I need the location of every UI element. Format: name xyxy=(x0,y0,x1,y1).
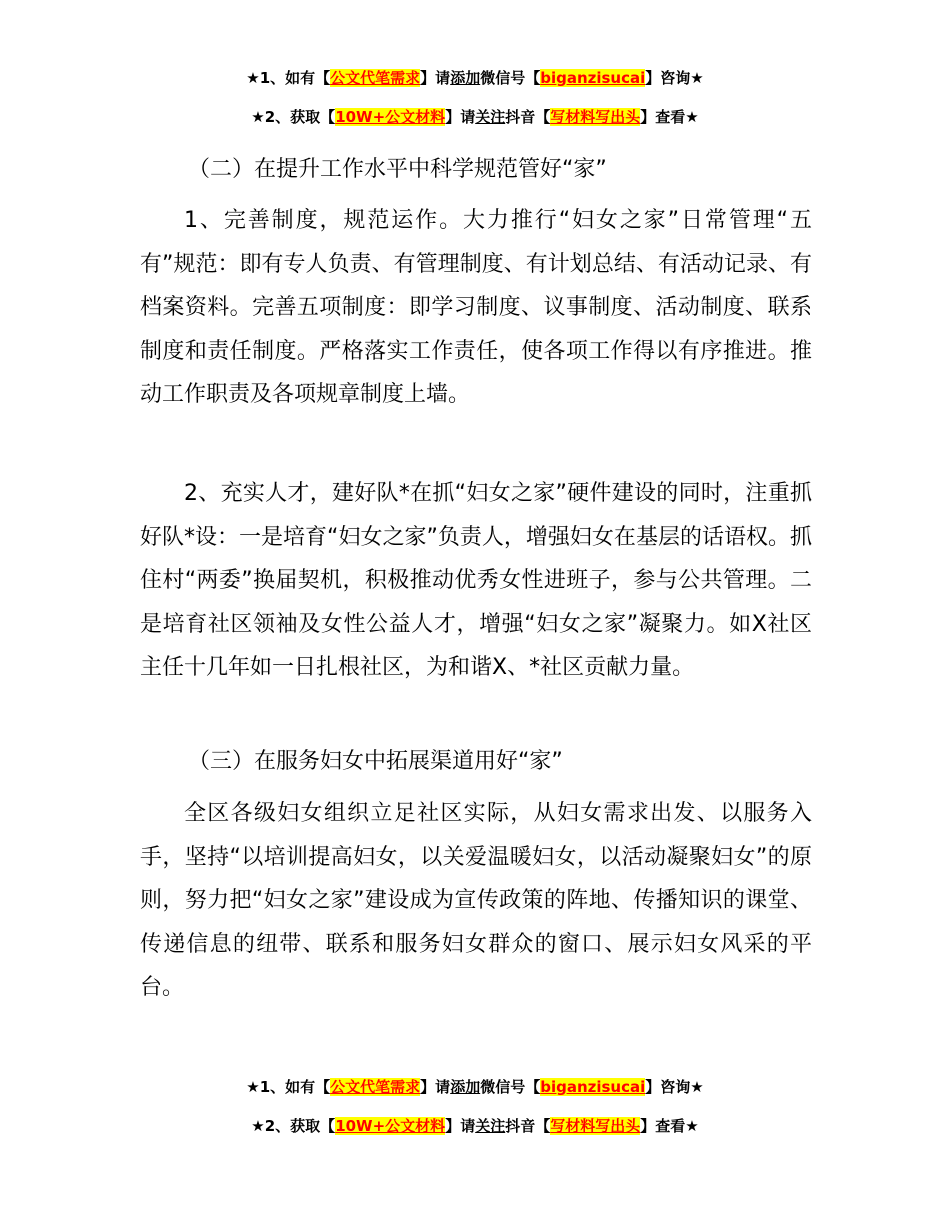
banner-highlight: 10W+公文材料 xyxy=(335,108,446,126)
banner-highlight: 10W+公文材料 xyxy=(335,1117,446,1135)
banner-highlight: 写材料写出头 xyxy=(550,108,641,126)
banner-text: ★2、获取【 xyxy=(251,108,336,126)
banner-underlined: 添加 xyxy=(450,1078,481,1096)
banner-highlight: biganzisucai xyxy=(540,69,646,87)
banner-text: 抖音【 xyxy=(505,108,551,126)
banner-text: 】咨询★ xyxy=(645,69,704,87)
banner-highlight: 公文代笔需求 xyxy=(330,1078,421,1096)
banner-text: ★1、如有【 xyxy=(246,69,331,87)
banner-highlight: biganzisucai xyxy=(540,1078,646,1096)
banner-text: 】请 xyxy=(420,1078,451,1096)
banner-text: ★1、如有【 xyxy=(246,1078,331,1096)
section-heading-3: （三）在服务妇女中拓展渠道用好“家” xyxy=(188,749,563,774)
banner-underlined: 添加 xyxy=(450,69,481,87)
bottom-banner-line-1 xyxy=(0,1077,950,1097)
banner-highlight: 写材料写出头 xyxy=(550,1117,641,1135)
banner-underlined: 关注 xyxy=(475,108,506,126)
paragraph-3: 全区各级妇女组织立足社区实际，从妇女需求出发、以服务入手，坚持“以培训提高妇女，以关爱温暖妇女，以活动凝聚妇女”的原则，努力把“妇女之家”建设成为宣传政策的阵地、传播知识的课堂、传递信息的纽带、联系和服务妇女群众的窗口、展示妇女风采的平台。 xyxy=(140,801,812,1000)
banner-text: 抖音【 xyxy=(505,1117,551,1135)
section-heading-2: （二）在提升工作水平中科学规范管好“家” xyxy=(188,157,607,182)
top-banner-line-2 xyxy=(0,107,950,127)
banner-underlined: 关注 xyxy=(475,1117,506,1135)
bottom-banner-line-2 xyxy=(0,1116,950,1136)
banner-text: 】请 xyxy=(445,108,476,126)
banner-text: 】请 xyxy=(420,69,451,87)
banner-text: 】咨询★ xyxy=(645,1078,704,1096)
banner-text: 】请 xyxy=(445,1117,476,1135)
banner-text: 】查看★ xyxy=(640,108,699,126)
banner-text: 】查看★ xyxy=(640,1117,699,1135)
banner-text: 微信号【 xyxy=(480,1078,541,1096)
paragraph-1: 1、完善制度，规范运作。大力推行“妇女之家”日常管理“五有”规范：即有专人负责、有管理制度、有计划总结、有活动记录、有档案资料。完善五项制度：即学习制度、议事制度、活动制度、联系制度和责任制度。严格落实工作责任，使各项工作得以有序推进。推动工作职责及各项规章制度上墙。 xyxy=(140,208,812,407)
banner-text: 微信号【 xyxy=(480,69,541,87)
banner-highlight: 公文代笔需求 xyxy=(330,69,421,87)
banner-text: ★2、获取【 xyxy=(251,1117,336,1135)
top-banner-line-1 xyxy=(0,68,950,88)
paragraph-2: 2、充实人才，建好队*在抓“妇女之家”硬件建设的同时，注重抓好队*设：一是培育“妇女之家”负责人，增强妇女在基层的话语权。抓住村“两委”换届契机，积极推动优秀女性进班子，参与公共管理。二是培育社区领袖及女性公益人才，增强“妇女之家”凝聚力。如X社区主任十几年如一日扎根社区，为和谐X、*社区贡献力量。 xyxy=(140,481,812,680)
